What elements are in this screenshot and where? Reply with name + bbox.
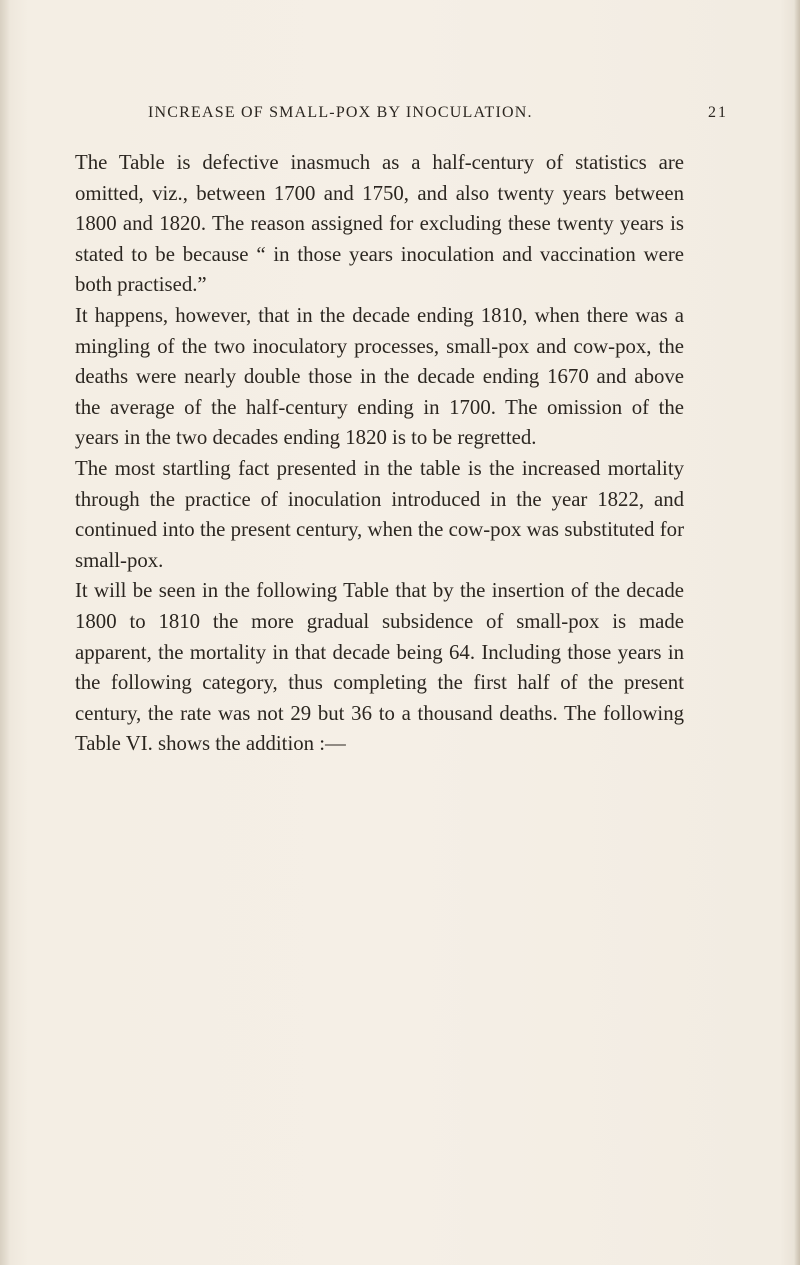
page-number: 21 — [708, 104, 728, 121]
page-header — [148, 104, 728, 126]
body-text — [75, 148, 684, 760]
paragraph: The most startling fact presented in the table is the increased mortality through the practice of inoculation introduced in the year 1822, and continued into the present century, when the cow-pox was substituted for small-pox. — [75, 456, 684, 572]
paragraph: It will be seen in the following Table that by the insertion of the decade 1800 to 1810 the more gradual subsidence of small-pox is made apparent, the mortality in that decade being 64. Including those years in the following category, thus completing the first half of the present century, the rate was not 29 but 36 to a thousand deaths. The following Table VI. shows the addition :— — [75, 579, 684, 756]
page-gutter-shadow — [0, 0, 10, 1265]
paragraph: The Table is defective inasmuch as a half-century of statistics are omitted, viz., between 1700 and 1750, and also twenty years between 1800 and 1820. The reason assigned for excluding these twenty years is stated to be because “ in those years inoculation and vaccination were both practised.” — [75, 151, 684, 297]
page-edge — [794, 0, 800, 1265]
paragraph: It happens, however, that in the decade ending 1810, when there was a mingling of the two inoculatory processes, small-pox and cow-pox, the deaths were nearly double those in the decade ending 1670 and above the average of the half-century ending in 1700. The omission of the years in the two decades ending 1820 is to be regretted. — [75, 303, 684, 450]
running-head: INCREASE OF SMALL-POX BY INOCULATION. — [148, 104, 533, 121]
